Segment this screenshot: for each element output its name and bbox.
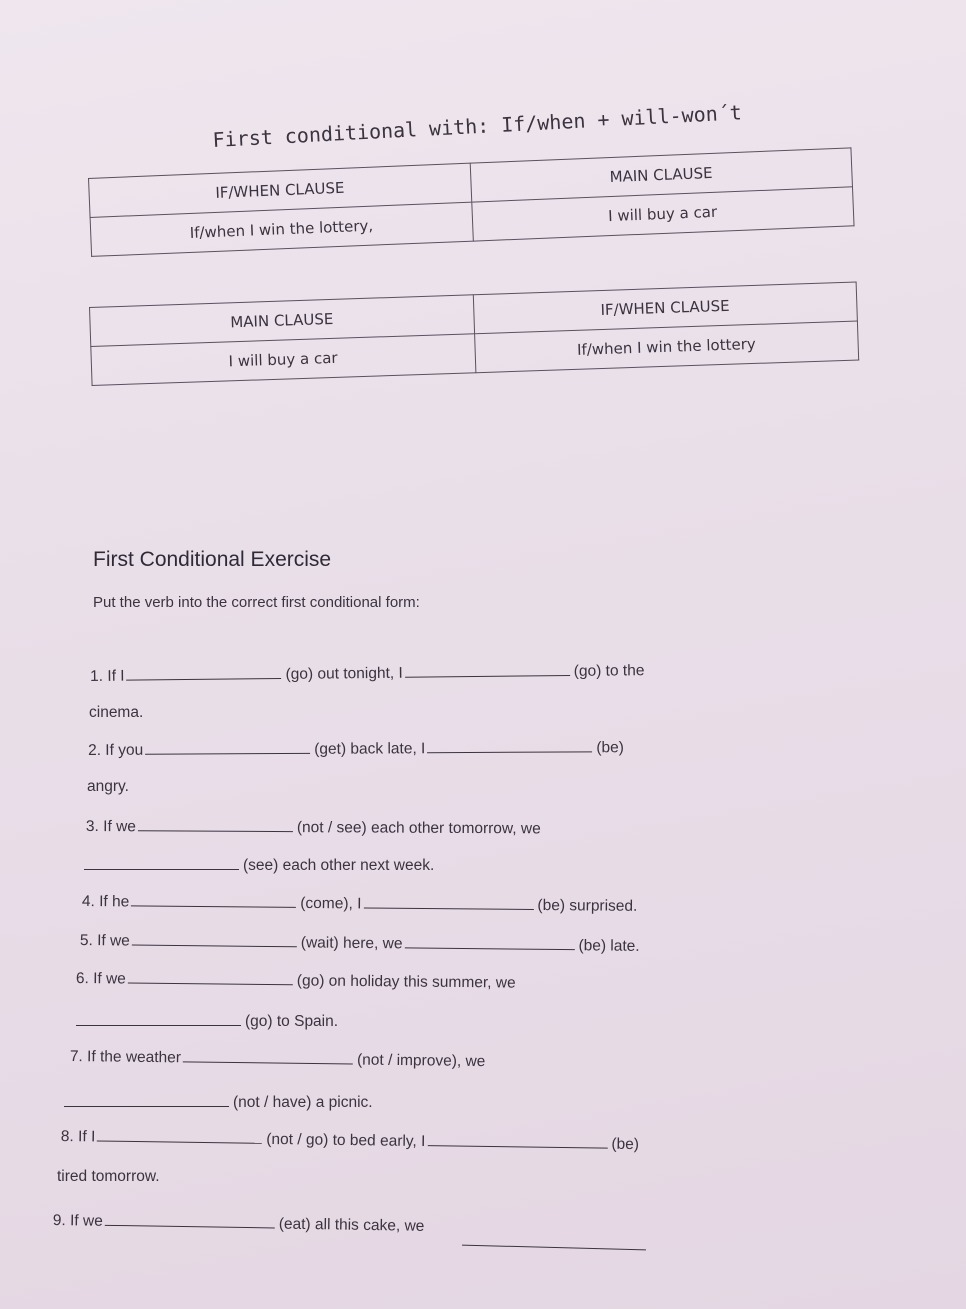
item-text: 4. If he: [81, 892, 130, 911]
table-header: IF/WHEN CLAUSE: [89, 163, 472, 217]
table-if-first: [88, 147, 855, 257]
item-text: (go) to Spain.: [245, 1013, 339, 1030]
exercise-item-2: [88, 737, 624, 760]
exercise-item-9: [53, 1210, 425, 1236]
exercise-item-8-cont: tired tomorrow.: [57, 1168, 160, 1185]
table-header: IF/WHEN CLAUSE: [473, 282, 858, 334]
item-text: 5. If we: [79, 931, 130, 950]
item-text: (come), I: [300, 894, 362, 913]
item-text: (go) on holiday this summer, we: [296, 972, 516, 992]
exercise-item-1: [90, 660, 644, 686]
item-text: (be) late.: [578, 937, 640, 955]
table-cell: I will buy a car: [471, 187, 854, 241]
table-header: MAIN CLAUSE: [470, 148, 853, 202]
exercise-item-2-cont: angry.: [87, 778, 129, 795]
item-text: 2. If you: [88, 741, 144, 759]
item-text: (wait) here, we: [300, 934, 403, 953]
answer-blank[interactable]: [138, 816, 293, 832]
item-text: 6. If we: [75, 969, 126, 988]
answer-blank[interactable]: [126, 664, 281, 681]
item-text: 1. If I: [90, 667, 125, 685]
item-text: 9. If we: [52, 1211, 103, 1230]
exercise-item-7: [70, 1046, 486, 1071]
answer-blank[interactable]: [97, 1127, 262, 1144]
answer-blank[interactable]: [84, 855, 239, 870]
answer-blank[interactable]: [405, 661, 570, 678]
item-text: (go) out tonight, I: [285, 664, 403, 683]
answer-blank[interactable]: [131, 891, 296, 907]
item-text: (be): [611, 1135, 640, 1154]
answer-blank[interactable]: [76, 1011, 241, 1026]
exercise-item-6-cont: [74, 1011, 338, 1031]
table-cell: I will buy a car: [91, 334, 476, 386]
table-main-first: [89, 282, 859, 386]
answer-blank[interactable]: [128, 969, 293, 986]
exercise-item-5: [80, 930, 640, 956]
item-text: (get) back late, I: [314, 740, 426, 758]
page-title: First conditional with: If/when + will-won´t: [212, 100, 743, 152]
table-cell: If/when I win the lottery,: [90, 202, 473, 256]
item-text: (not / go) to bed early, I: [266, 1130, 426, 1151]
answer-blank[interactable]: [183, 1047, 353, 1064]
answer-blank[interactable]: [363, 893, 533, 909]
item-text: (see) each other next week.: [243, 857, 435, 874]
exercise-heading: First Conditional Exercise: [93, 548, 332, 571]
answer-blank[interactable]: [404, 933, 574, 950]
exercise-item-1-cont: cinema.: [89, 704, 144, 721]
answer-blank[interactable]: [145, 739, 310, 755]
item-text: (be) surprised.: [537, 896, 638, 915]
answer-blank[interactable]: [105, 1211, 275, 1229]
answer-blank[interactable]: [427, 1131, 607, 1149]
item-text: 3. If we: [85, 818, 136, 836]
item-text: 8. If I: [60, 1127, 96, 1146]
exercise-item-4: [82, 891, 638, 916]
table-cell: If/when I win the lottery: [474, 321, 859, 373]
exercise-item-8: [61, 1126, 639, 1154]
exercise-item-7-cont: [62, 1092, 373, 1112]
answer-blank[interactable]: [64, 1092, 229, 1107]
item-text: (be): [596, 739, 624, 757]
table-header: MAIN CLAUSE: [90, 295, 475, 347]
item-text: 7. If the weather: [69, 1047, 182, 1067]
answer-blank[interactable]: [462, 1245, 646, 1251]
answer-blank[interactable]: [132, 931, 297, 948]
exercise-instruction: Put the verb into the correct first conditional form:: [93, 594, 420, 611]
item-text: (go) to the: [573, 662, 645, 680]
exercise-item-3: [86, 816, 541, 838]
item-text: (not / have) a picnic.: [233, 1094, 373, 1111]
item-text: (eat) all this cake, we: [278, 1215, 425, 1235]
exercise-item-6: [76, 968, 516, 993]
item-text: (not / improve), we: [356, 1051, 486, 1071]
exercise-item-3-cont: [82, 855, 434, 875]
answer-blank[interactable]: [427, 737, 592, 753]
item-text: (not / see) each other tomorrow, we: [296, 819, 541, 838]
